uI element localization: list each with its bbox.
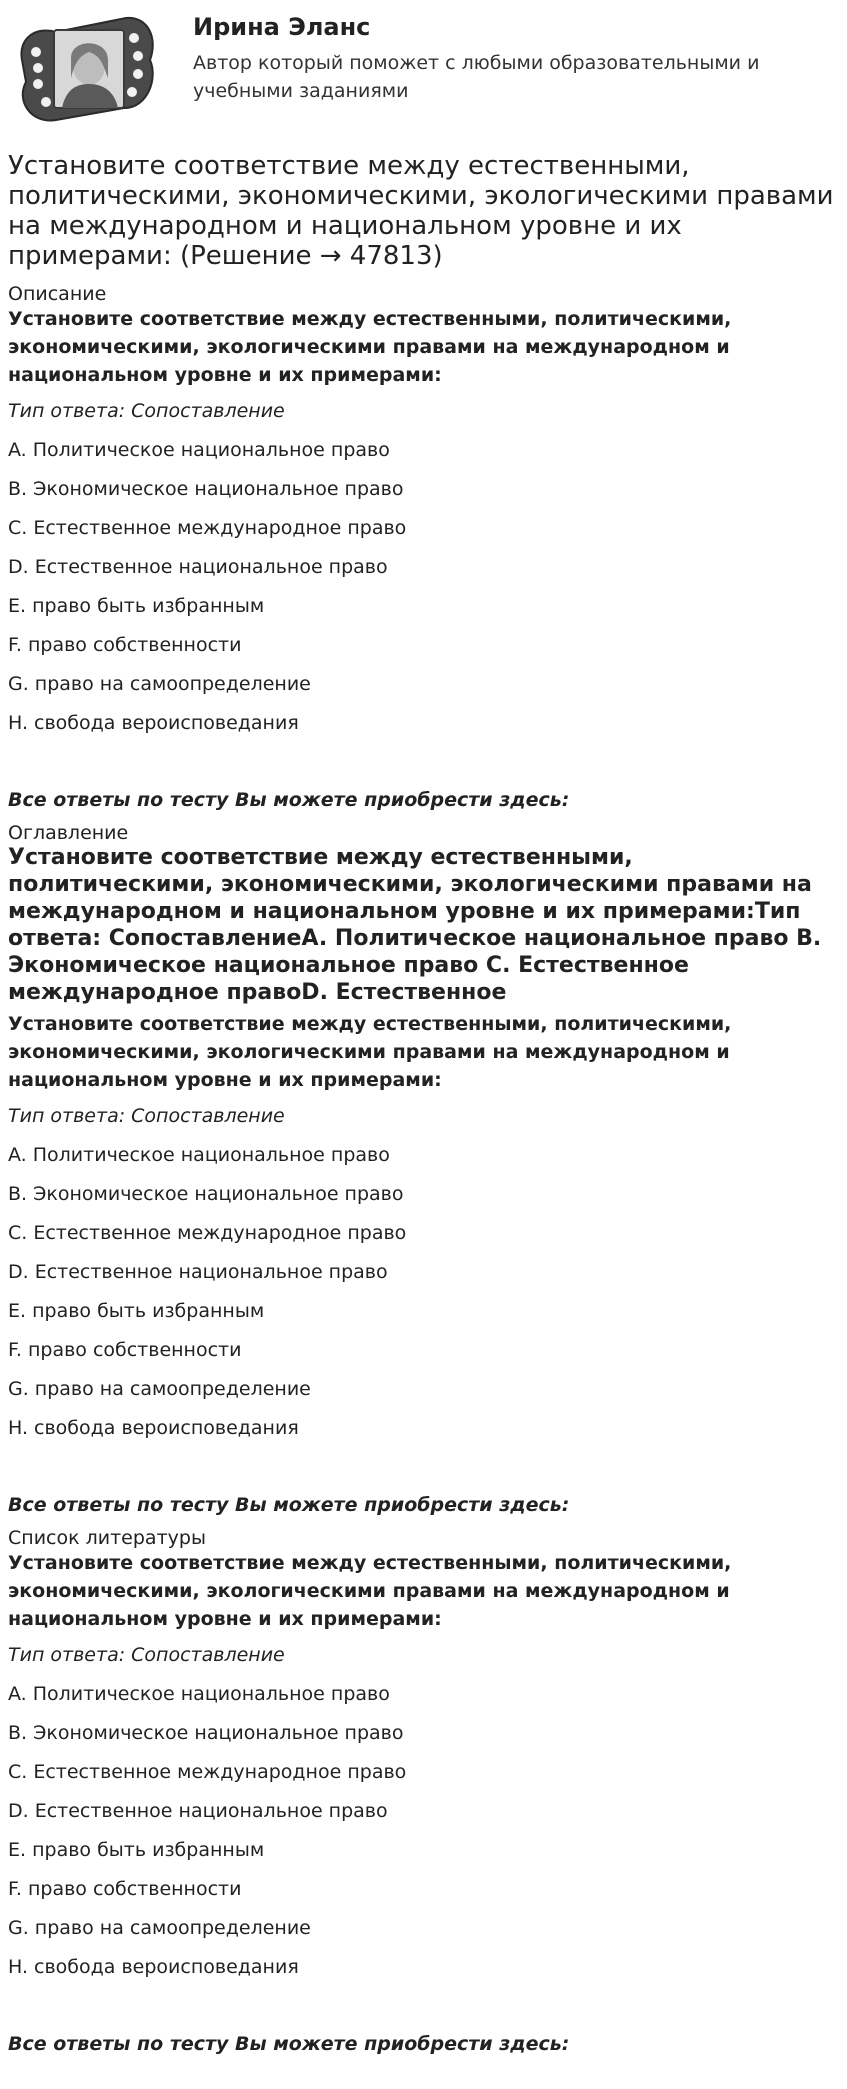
toc-section bbox=[8, 822, 839, 1516]
option-item: H. свобода вероисповедания bbox=[8, 712, 299, 734]
option-item: E. право быть избранным bbox=[8, 1839, 265, 1861]
option-item: D. Естественное национальное право bbox=[8, 556, 388, 578]
answer-type: Тип ответа: Сопоставление bbox=[8, 1644, 285, 1666]
buy-answers-link[interactable]: Все ответы по тесту Вы можете приобрести здесь: bbox=[8, 2033, 570, 2055]
answer-type: Тип ответа: Сопоставление bbox=[8, 400, 285, 422]
option-item: E. право быть избранным bbox=[8, 595, 265, 617]
author-header bbox=[8, 0, 839, 135]
option-item: G. право на самоопределение bbox=[8, 673, 311, 695]
option-item: B. Экономическое национальное право bbox=[8, 1722, 404, 1744]
option-item: A. Политическое национальное право bbox=[8, 1683, 390, 1705]
option-item: G. право на самоопределение bbox=[8, 1917, 311, 1939]
option-item: C. Естественное международное право bbox=[8, 517, 407, 539]
option-item: H. свобода вероисповедания bbox=[8, 1956, 299, 1978]
buy-answers-link[interactable]: Все ответы по тесту Вы можете приобрести здесь: bbox=[8, 789, 570, 811]
option-item: A. Политическое национальное право bbox=[8, 1144, 390, 1166]
option-item: A. Политическое национальное право bbox=[8, 439, 390, 461]
option-item: F. право собственности bbox=[8, 634, 242, 656]
option-item: E. право быть избранным bbox=[8, 1300, 265, 1322]
question-text: Установите соответствие между естественными, политическими, экономическими, экологическими правами на международном и национальном уровне и их примерами: bbox=[8, 1013, 732, 1091]
question-text: Установите соответствие между естественными, политическими, экономическими, экологическими правами на международном и национальном уровне и их примерами: bbox=[8, 1552, 732, 1630]
option-item: H. свобода вероисповедания bbox=[8, 1417, 299, 1439]
option-item: C. Естественное международное право bbox=[8, 1222, 407, 1244]
description-section bbox=[8, 283, 839, 811]
section-label-literature: Список литературы bbox=[8, 1527, 206, 1549]
question-text: Установите соответствие между естественными, политическими, экономическими, экологическими правами на международном и национальном уровне и их примерами: bbox=[8, 308, 732, 386]
author-description: Автор который поможет с любыми образовательными и учебными заданиями bbox=[193, 52, 760, 102]
toc-heading: Установите соответствие между естественными, политическими, экономическими, экологическими правами на международном и национальном уровне и их примерами:Тип ответа: СопоставлениеA. Политическое национальное право B. Экономическое национальное право C. Естественное международное правоD. Естественное bbox=[8, 845, 822, 1005]
option-item: B. Экономическое национальное право bbox=[8, 478, 404, 500]
option-item: C. Естественное международное право bbox=[8, 1761, 407, 1783]
film-reel-avatar-icon bbox=[16, 8, 158, 128]
buy-answers-link[interactable]: Все ответы по тесту Вы можете приобрести здесь: bbox=[8, 1494, 570, 1516]
option-item: G. право на самоопределение bbox=[8, 1378, 311, 1400]
option-item: D. Естественное национальное право bbox=[8, 1800, 388, 1822]
option-item: F. право собственности bbox=[8, 1878, 242, 1900]
option-item: B. Экономическое национальное право bbox=[8, 1183, 404, 1205]
literature-section bbox=[8, 1527, 839, 2055]
author-name[interactable]: Ирина Эланс bbox=[193, 13, 371, 41]
section-label-toc: Оглавление bbox=[8, 822, 129, 844]
answer-type: Тип ответа: Сопоставление bbox=[8, 1105, 285, 1127]
option-item: D. Естественное национальное право bbox=[8, 1261, 388, 1283]
section-label-description: Описание bbox=[8, 283, 107, 305]
option-item: F. право собственности bbox=[8, 1339, 242, 1361]
page-title: Установите соответствие между естественными, политическими, экономическими, экологическими правами на международном и национальном уровне и их примерами: (Решение → 47813) bbox=[8, 151, 834, 271]
